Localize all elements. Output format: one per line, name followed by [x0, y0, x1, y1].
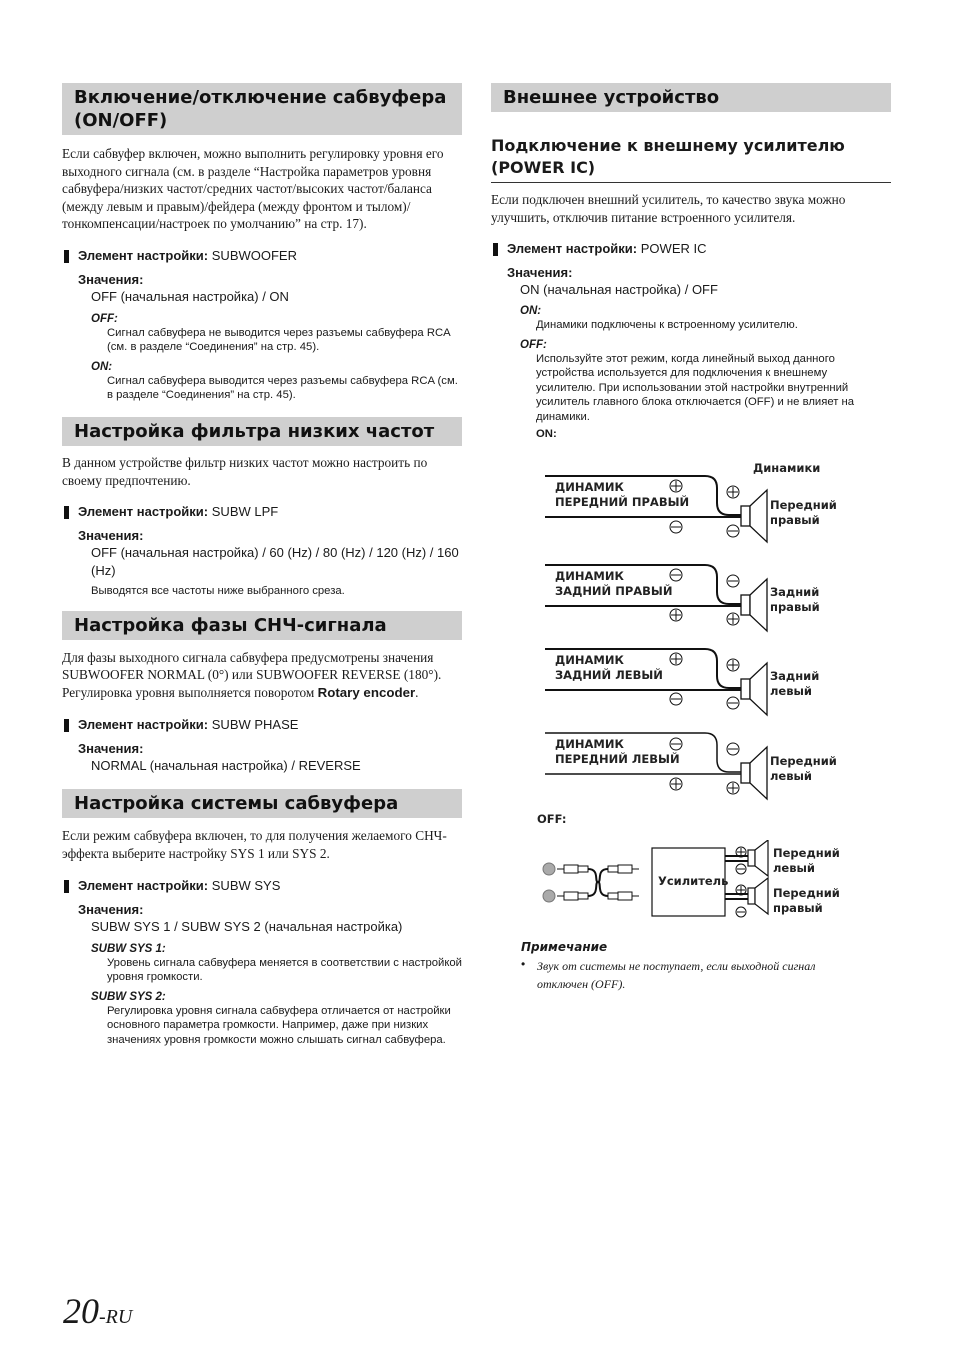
- speaker-label-front-right: [773, 886, 840, 916]
- values-text: ON (начальная настройка) / OFF: [520, 282, 718, 298]
- setting-label: Элемент настройки:: [78, 877, 209, 893]
- option-text: Используйте этот режим, когда линейный выход данного устройства используется для подключения к внешнему усилителю. При использовании этой настройки внутренний усилитель главного блока отключается (OFF) и не влияет на динамики.: [536, 352, 855, 423]
- speaker-label-front-right: [770, 498, 837, 528]
- subheading-power-ic: Подключение к внешнему усилителю (POWER IC): [491, 135, 891, 183]
- wiring-diagram-on: [545, 455, 865, 805]
- setting-label: Элемент настройки:: [507, 241, 638, 257]
- section-intro: Если подключен внешний усилитель, то качество звука можно улучшить, отключив питание встроенного усилителя.: [491, 192, 846, 225]
- setting-value: SUBW PHASE: [211, 717, 299, 733]
- wire-label-line1: ДИНАМИК: [555, 653, 624, 667]
- values-label: Значения:: [78, 741, 144, 757]
- option-label: ON:: [520, 305, 542, 318]
- diagram-on-caption: ON:: [536, 428, 557, 441]
- setting-marker: [64, 250, 69, 263]
- setting-value: SUBW SYS: [211, 877, 281, 893]
- page-number: [63, 1290, 132, 1332]
- page-number-value: 20: [63, 1291, 99, 1331]
- section-heading-phase: Настройка фазы СНЧ-сигнала: [62, 611, 462, 640]
- note-block: [521, 940, 861, 993]
- section-intro: [62, 649, 462, 702]
- section-heading-external-device: Внешнее устройство: [491, 83, 891, 112]
- wire-label-line1: ДИНАМИК: [555, 480, 624, 494]
- setting-value: SUBWOOFER: [211, 247, 297, 263]
- setting-item: [62, 248, 462, 264]
- values-text: OFF (начальная настройка) / 60 (Hz) / 80 (Hz) / 120 (Hz) / 160 (Hz): [91, 545, 459, 579]
- speaker-label-rear-right: [770, 585, 820, 615]
- option-label: SUBW SYS 1:: [91, 942, 166, 955]
- section-intro: Если режим сабвуфера включен, то для получения желаемого СНЧ-эффекта выберите настройку SYS 1 или SYS 2.: [62, 828, 447, 862]
- setting-item: [62, 878, 462, 894]
- setting-label: Элемент настройки:: [78, 247, 209, 263]
- values-label: Значения:: [78, 528, 144, 544]
- section-heading-subwoofer-system: Настройка системы сабвуфера: [62, 789, 462, 818]
- setting-label: Элемент настройки:: [78, 504, 209, 520]
- bullet-icon: •: [521, 957, 526, 971]
- option-text: Динамики подключены к встроенному усилителю.: [536, 319, 798, 332]
- wire-label-rear-right: [555, 569, 672, 599]
- speaker-label-line1: Передний: [773, 886, 840, 900]
- setting-item: [62, 717, 462, 733]
- wire-label-front-left: [555, 737, 680, 767]
- intro-end: .: [415, 684, 419, 700]
- values-note: Выводятся все частоты ниже выбранного среза.: [91, 585, 345, 598]
- setting-marker: [64, 880, 69, 893]
- speaker-label-line1: Передний: [770, 754, 837, 768]
- section-intro: В данном устройстве фильтр низких частот можно настроить по своему предпочтению.: [62, 454, 428, 488]
- intro-text: Для фазы выходного сигнала сабвуфера предусмотрены значения SUBWOOFER NORMAL (0°) или SUBWOOFER REVERSE (180°). Регулировка уровня выполняется поворотом: [62, 649, 442, 700]
- speaker-label-line1: Задний: [770, 669, 820, 683]
- speaker-label-line2: левый: [770, 684, 812, 698]
- wire-label-rear-left: [555, 653, 663, 683]
- setting-value: SUBW LPF: [211, 504, 279, 520]
- wire-label-line2: ПЕРЕДНИЙ ПРАВЫЙ: [555, 495, 690, 509]
- note-text: Звук от системы не поступает, если выходной сигнал отключен (OFF).: [537, 959, 816, 991]
- wiring-diagram-off: [538, 840, 858, 925]
- option-label: SUBW SYS 2:: [91, 990, 166, 1003]
- values-label: Значения:: [78, 901, 144, 917]
- rotary-encoder-term: Rotary encoder: [317, 684, 416, 700]
- setting-marker: [64, 506, 69, 519]
- section-heading-subwoofer-onoff: Включение/отключение сабвуфера (ON/OFF): [62, 83, 462, 135]
- setting-value: POWER IC: [640, 241, 707, 257]
- wire-label-front-right: [555, 480, 689, 510]
- diagram-off-caption: OFF:: [537, 812, 567, 826]
- speaker-label-rear-left: [770, 669, 819, 699]
- values-label: Значения:: [507, 265, 573, 281]
- speaker-label-line2: правый: [770, 600, 820, 614]
- note-item: [521, 957, 861, 993]
- option-text: Регулировка уровня сигнала сабвуфера отличается от настройки основного параметра громкости. Например, даже при низких значениях уровня громкости можно слышать сигнал сабвуфера.: [107, 1004, 451, 1046]
- section-intro: Если сабвуфер включен, можно выполнить регулировку уровня его выходного сигнала (см. в разделе “Настройка параметров уровня сабвуфера/низких частот/средних частот/высоких частот/баланса (между левым и правым)/фейдера (между фронтом и тылом)/тонкомпенсации/настроек по умолчанию” на стр. 17).: [62, 146, 444, 232]
- option-label: OFF:: [520, 338, 547, 351]
- values-text: OFF (начальная настройка) / ON: [91, 288, 289, 304]
- option-label: OFF:: [91, 312, 118, 325]
- option-text: Сигнал сабвуфера не выводится через разъемы сабвуфера RCA (см. в разделе “Соединения” на стр. 45).: [107, 326, 451, 354]
- setting-label: Элемент настройки:: [78, 717, 209, 733]
- speaker-label-line1: Задний: [770, 585, 820, 599]
- speaker-label-line2: правый: [770, 513, 820, 527]
- speaker-label-line1: Передний: [773, 846, 840, 860]
- option-text: Уровень сигнала сабвуфера меняется в соответствии с настройкой уровня громкости.: [107, 956, 462, 984]
- values-label: Значения:: [78, 271, 144, 287]
- speaker-label-line2: левый: [770, 769, 812, 783]
- speakers-title: Динамики: [753, 461, 821, 475]
- setting-marker: [493, 243, 498, 256]
- speaker-label-line2: левый: [773, 861, 815, 875]
- speaker-label-line2: правый: [773, 901, 823, 915]
- setting-marker: [64, 719, 69, 732]
- speaker-label-line1: Передний: [770, 498, 837, 512]
- setting-item: [491, 241, 891, 257]
- section-heading-lpf: Настройка фильтра низких частот: [62, 417, 462, 446]
- wire-label-line1: ДИНАМИК: [555, 737, 624, 751]
- option-label: ON:: [91, 360, 113, 373]
- values-text: NORMAL (начальная настройка) / REVERSE: [91, 758, 361, 774]
- rca-jack-icon: [543, 863, 555, 902]
- speaker-label-front-left: [770, 754, 837, 784]
- wire-label-line2: ЗАДНИЙ ПРАВЫЙ: [555, 584, 673, 598]
- wire-label-line2: ЗАДНИЙ ЛЕВЫЙ: [555, 668, 663, 682]
- speaker-label-front-left: [773, 846, 840, 876]
- page-language-suffix: -RU: [99, 1306, 133, 1328]
- wire-label-line1: ДИНАМИК: [555, 569, 624, 583]
- wire-label-line2: ПЕРЕДНИЙ ЛЕВЫЙ: [555, 752, 680, 766]
- note-title: Примечание: [521, 940, 608, 954]
- right-column: [491, 83, 891, 442]
- option-text: Сигнал сабвуфера выводится через разъемы сабвуфера RCA (см. в разделе “Соединения” на стр. 45).: [107, 374, 458, 402]
- values-text: SUBW SYS 1 / SUBW SYS 2 (начальная настройка): [91, 918, 403, 934]
- left-column: [62, 83, 462, 1047]
- amplifier-label: Усилитель: [658, 874, 729, 888]
- setting-item: [62, 504, 462, 520]
